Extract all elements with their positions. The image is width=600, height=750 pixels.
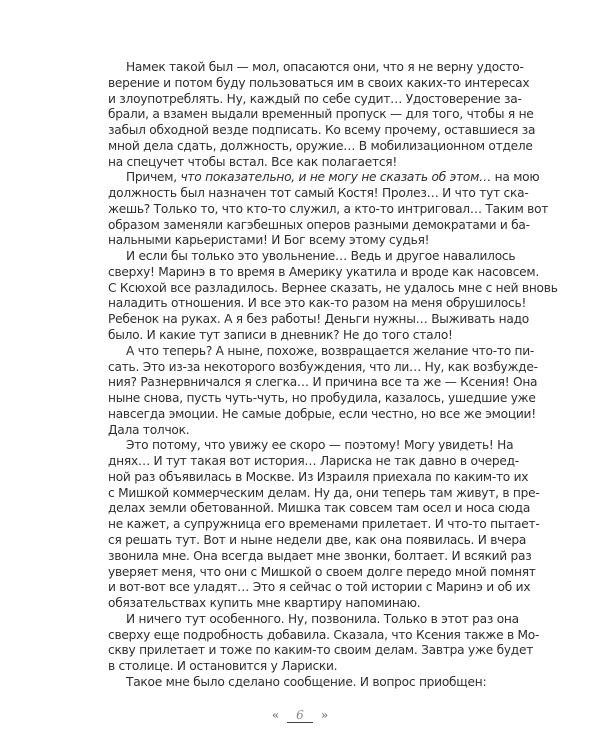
paragraph <box>108 674 487 691</box>
text-line: должность был назначен тот самый Костя! Пролез… И что тут ска- <box>108 186 529 201</box>
text-line: уверяет меня, что они с Мишкой о своем долге передо мной помнят <box>108 564 536 579</box>
text-line: Дала толчок. <box>108 422 190 437</box>
text-line: Ребенок на руках. А я без работы! Деньги нужны… Выживать надо <box>108 312 529 327</box>
text-line: и вот-вот все уладят… Это я сейчас о той истории с Маринэ и об их <box>108 580 531 595</box>
body-text <box>108 60 558 691</box>
paragraph <box>108 170 549 249</box>
text-line: обязательствах купить мне квартиру напоминаю. <box>108 596 421 611</box>
text-line: забыл обходной везде подписать. Ко всему прочему, оставшиеся за <box>108 123 536 138</box>
text-segment: Причем, <box>126 170 181 185</box>
text-line: скву прилетает и тоже по каким-то своим делам. Завтра уже будет <box>108 643 534 658</box>
text-line: звонила мне. Она всегда выдает мне звонки, болтает. И всякий раз <box>108 548 532 563</box>
folio-right-quote: » <box>320 708 329 722</box>
paragraph <box>108 249 558 344</box>
paragraph <box>108 60 536 170</box>
text-line: было. И какие тут записи в дневник? Не до того стало! <box>108 328 453 343</box>
text-line: мной дела сдать, должность, оружие… В мобилизационном отделе <box>108 138 533 153</box>
folio-left-quote: « <box>271 708 280 722</box>
text-line: нальными карьеристами! И Бог всему этому судья! <box>108 233 430 248</box>
text-line: А что теперь? А ныне, похоже, возвращается желание что-то пи- <box>126 343 535 358</box>
paragraph <box>108 343 538 439</box>
text-line: наладить отношения. И все это как-то разом на меня обрушилось! <box>108 296 527 311</box>
text-segment: на мою <box>491 170 540 185</box>
text-line: в столице. И остановится у Лариски. <box>108 659 338 674</box>
text-line: днях… И тут такая вот история… Лариска не так давно в очеред- <box>108 454 519 469</box>
text-line <box>108 170 540 186</box>
page-number <box>0 708 600 723</box>
text-line: с Мишкой коммерческим делам. Ну да, они теперь там живут, в пре- <box>108 485 540 500</box>
text-line: верение и потом буду пользоваться им в своих каких-то интересах <box>108 75 530 90</box>
text-line: Такое мне было сделано сообщение. И вопрос приобщен: <box>126 674 487 689</box>
text-line: сать. Это из-за некоторого возбуждения, что ли… Ну, как возбужде- <box>108 359 538 374</box>
text-line: навсегда эмоции. Не самые добрые, если честно, но все же эмоции! <box>108 406 536 421</box>
text-line: ной раз объявилась в Москве. Из Израиля приехала по каким-то их <box>108 469 529 484</box>
text-line: делах земли обетованной. Мишка так совсем там осел и носа сюда <box>108 501 531 516</box>
text-line: сверху! Маринэ в то время в Америку укатила и вроде как насовсем. <box>108 264 539 279</box>
text-line: Намек такой был — мол, опасаются они, что я не верну удосто- <box>126 60 524 74</box>
paragraph <box>108 611 540 675</box>
text-line: образом заменяли кагэбешных оперов разными демократами и ба- <box>108 217 530 232</box>
text-line: ся решать тут. Вот и ныне недели две, как она появилась. И вчера <box>108 532 527 547</box>
text-line: Это потому, что увижу ее скоро — поэтому! Могу увидеть! На <box>126 438 514 453</box>
text-line: жешь? Только то, что кто-то служил, а кто-то интриговал… Таким вот <box>108 201 549 216</box>
text-line: С Ксюхой все разладилось. Вернее сказать, не удалось мне с ней вновь <box>108 280 558 295</box>
text-line: И если бы только это увольнение… Ведь и другое навалилось <box>126 249 516 264</box>
text-line: И ничего тут особенного. Ну, позвонила. Только в этот раз она <box>126 611 519 626</box>
paragraph <box>108 438 540 611</box>
text-line: ныне снова, пусть чуть-чуть, но пробудила, казалось, ушедшие уже <box>108 391 536 406</box>
text-line: и злоупотреблять. Ну, каждый по себе судит… Удостоверение за- <box>108 91 522 106</box>
page-number-value: 6 <box>287 708 313 723</box>
text-line: ния? Разнервничался я слегка… И причина все та же — Ксения! Она <box>108 375 538 390</box>
text-line: брали, а взамен выдали временный пропуск — для того, чтобы я не <box>108 107 534 122</box>
text-line: на спецучет чтобы встал. Все как полагается! <box>108 154 397 169</box>
italic-text: что показательно, и не могу не сказать об этом… <box>180 170 492 185</box>
text-line: не кажет, а супружница его временами прилетает. И что-то пытает- <box>108 517 540 532</box>
text-line: сверху еще подробность добавила. Сказала, что Ксения также в Мо- <box>108 627 540 642</box>
